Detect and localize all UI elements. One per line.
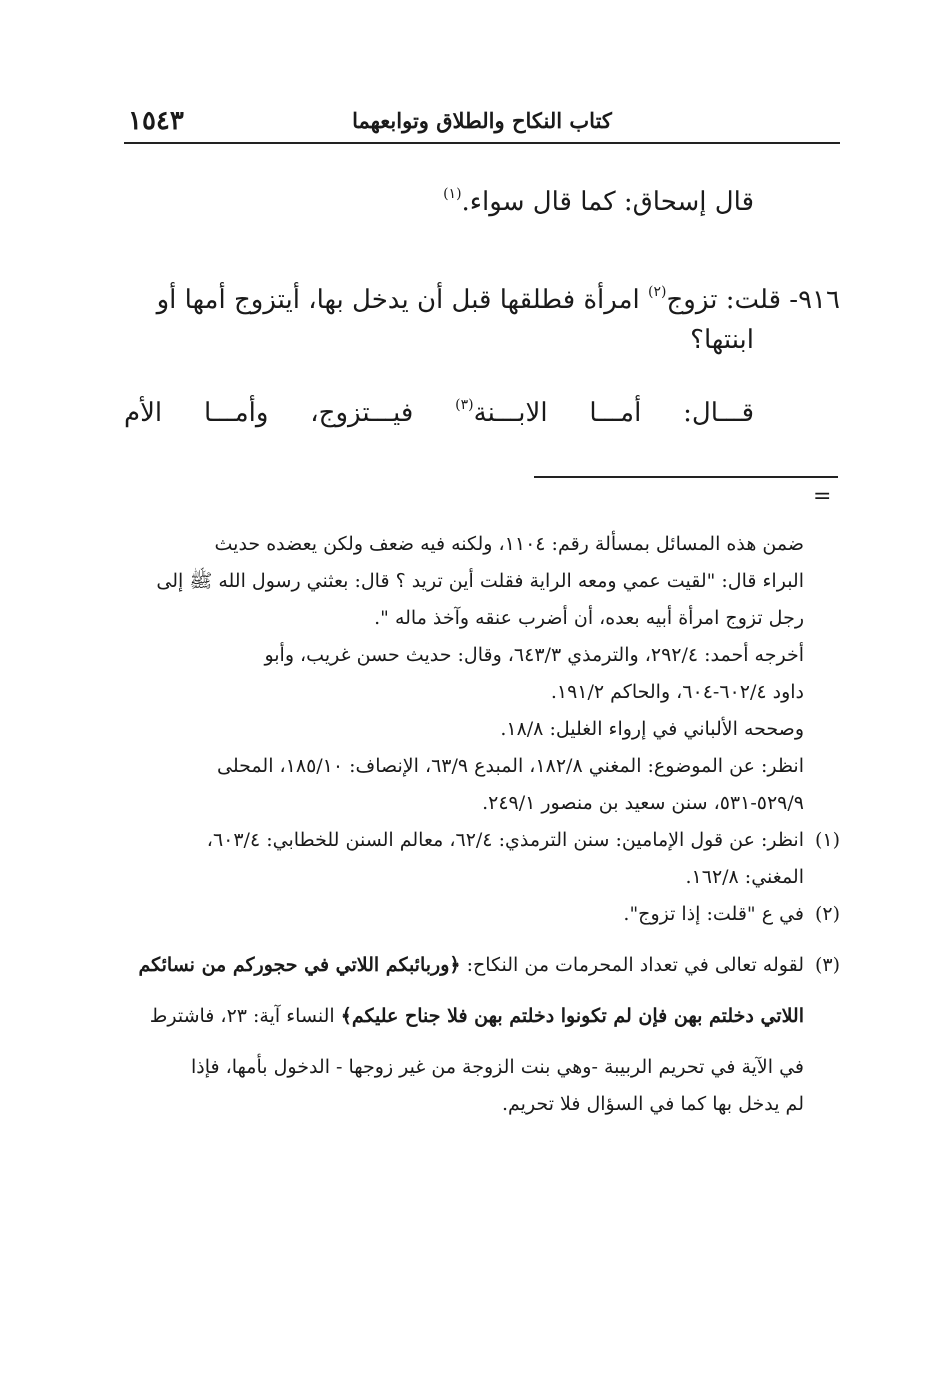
text-line: ابنتها؟ — [690, 325, 754, 355]
paragraph-ishaq — [124, 182, 840, 222]
page-number: ١٥٤٣ — [128, 106, 184, 136]
continuation-mark: = — [813, 484, 832, 509]
note-line: البراء قال: "لقيت عمي ومعه الراية فقلت أين تريد ؟ قال: بعثني رسول الله ﷺ إلى — [156, 570, 804, 592]
note-line: ضمن هذه المسائل بمسألة رقم: ١١٠٤، ولكنه فيه ضعف ولكن يعضده حديث — [214, 533, 804, 555]
answer-text: فيـــتزوج، وأمـــا الأم — [124, 398, 456, 428]
page-header — [124, 106, 840, 144]
note-line: انظر: عن الموضوع: المغني ١٨٢/٨، المبدع ٦٣/٩، الإنصاف: ١٨٥/١٠، المحلى — [217, 755, 804, 777]
note-line: أخرجه أحمد: ٢٩٢/٤، والترمذي ٦٤٣/٣، وقال: حديث حسن غريب، وأبو — [264, 644, 804, 666]
note-line: لم يدخل بها كما في السؤال فلا تحريم. — [501, 1093, 804, 1115]
text-line — [124, 280, 840, 320]
footnotes — [124, 526, 840, 1123]
footnote-number: (٢) — [814, 903, 840, 925]
footnote-text: انظر: عن قول الإمامين: سنن الترمذي: ٦٢/٤، معالم السنن للخطابي: ٦٠٣/٤، — [206, 829, 804, 851]
footnote-ref: (١) — [443, 186, 462, 202]
note-line: وصححه الألباني في إرواء الغليل: ١٨/٨. — [500, 718, 804, 740]
footnote-1 — [124, 822, 840, 859]
footnote-3 — [124, 947, 840, 984]
footnote-text: في ع "قلت: إذا تزوج". — [623, 903, 804, 925]
quran-verse: ﴿وربائبكم اللاتي في حجوركم من نسائكم — [138, 954, 461, 976]
note-line: ٥٢٩/٩-٥٣١، سنن سعيد بن منصور ٢٤٩/١. — [482, 792, 804, 814]
text-line — [124, 182, 840, 222]
answer-text: قـــال: أمـــا الابـــنة — [473, 398, 754, 428]
question-number: ٩١٦- — [789, 285, 840, 315]
note-line — [124, 998, 840, 1035]
note-line: داود ٦٠٢/٤-٦٠٤، والحاكم ١٩١/٢. — [550, 681, 804, 703]
question-text: امرأة فطلقها قبل أن يدخل بها، أيتزوج أمها أو — [156, 285, 649, 315]
footnote-number: (٣) — [814, 954, 840, 976]
answer-916 — [124, 393, 840, 433]
footnote-text: النساء آية: ٢٣، فاشترط — [149, 1005, 341, 1027]
note-line: رجل تزوج امرأة أبيه بعده، أن أضرب عنقه وآخذ ماله ". — [374, 607, 804, 629]
footnote-text: لقوله تعالى في تعداد المحرمات من النكاح: — [460, 954, 804, 976]
footnote-separator — [534, 476, 838, 478]
text-line — [124, 393, 840, 433]
footnote-ref: (٢) — [648, 284, 667, 300]
running-title: كتاب النكاح والطلاق وتوابعهما — [352, 108, 612, 133]
question-916 — [124, 280, 840, 360]
note-line: في الآية في تحريم الربيبة -وهي بنت الزوجة من غير زوجها - الدخول بأمها، فإذا — [190, 1056, 804, 1078]
quran-verse: اللاتي دخلتم بهن فإن لم تكونوا دخلتم بهن فلا جناح عليكم﴾ — [340, 1005, 804, 1027]
question-text: قلت: تزوج — [666, 285, 790, 315]
footnote-number: (١) — [814, 829, 840, 851]
paragraph-text: قال إسحاق: كما قال سواء. — [461, 187, 754, 217]
note-line: المغني: ١٦٢/٨. — [685, 866, 804, 888]
footnote-2 — [124, 896, 840, 933]
footnote-ref: (٣) — [455, 397, 474, 413]
